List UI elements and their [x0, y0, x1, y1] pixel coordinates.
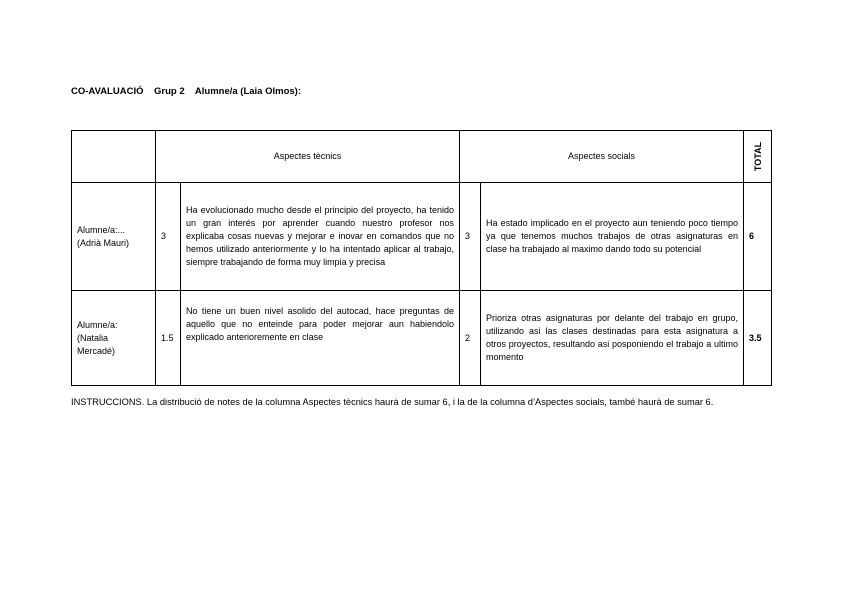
tech-score-cell: 1.5 [156, 291, 181, 386]
header-technical: Aspectes tècnics [156, 131, 460, 183]
coevaluation-table [71, 130, 772, 386]
student-name-cell: Alumne/a: (Natalia Mercadé) [72, 291, 156, 386]
header-empty-cell [72, 131, 156, 183]
social-comment-cell: Prioriza otras asignaturas por delante del trabajo en grupo, utilizando asi las clases destinadas para esta asignatura a otros proyectos, resultando asi posponiendo el trabajo a ultimo momento [481, 291, 744, 386]
tech-score-cell: 3 [156, 183, 181, 291]
heading-title: CO-AVALUACIÓ [71, 86, 144, 97]
student-name-cell: Alumne/a:... (Adrià Mauri) [72, 183, 156, 291]
document-heading [71, 86, 301, 97]
table-row [72, 183, 772, 291]
heading-student: Alumne/a (Laia Olmos): [194, 86, 301, 97]
table-header-row [72, 131, 772, 183]
total-cell: 3.5 [744, 291, 772, 386]
header-total [744, 131, 772, 183]
social-score-cell: 3 [460, 183, 481, 291]
tech-comment-cell: Ha evolucionado mucho desde el principio del proyecto, ha tenido un gran interés por aprender cuando nuestro profesor nos explicaba cosas nuevas y mejorar e inovar en comandos que no hemos utilizado anteriormente y lo ha intentado aplicar al trabajo, siempre trabajando de forma muy limpia y precisa [181, 183, 460, 291]
instructions-text: INSTRUCCIONS. La distribució de notes de la columna Aspectes tècnics haurà de sumar 6, i la de la columna d’Aspectes socials, també haurà de sumar 6. [71, 397, 714, 407]
header-social: Aspectes socials [460, 131, 744, 183]
total-cell: 6 [744, 183, 772, 291]
social-score-cell: 2 [460, 291, 481, 386]
social-comment-cell: Ha estado implicado en el proyecto aun teniendo poco tiempo ya que tenemos muchos trabajos de otras asignaturas en clase ha trabajado al maximo dando todo su potencial [481, 183, 744, 291]
tech-comment-cell: No tiene un buen nivel asolido del autocad, hace preguntas de aquello que no enteinde para poder mejorar aun habiendolo explicado anterioremente en clase [181, 291, 460, 386]
header-total-label: TOTAL [753, 141, 764, 172]
table-row [72, 291, 772, 386]
heading-group: Grup 2 [154, 86, 185, 97]
